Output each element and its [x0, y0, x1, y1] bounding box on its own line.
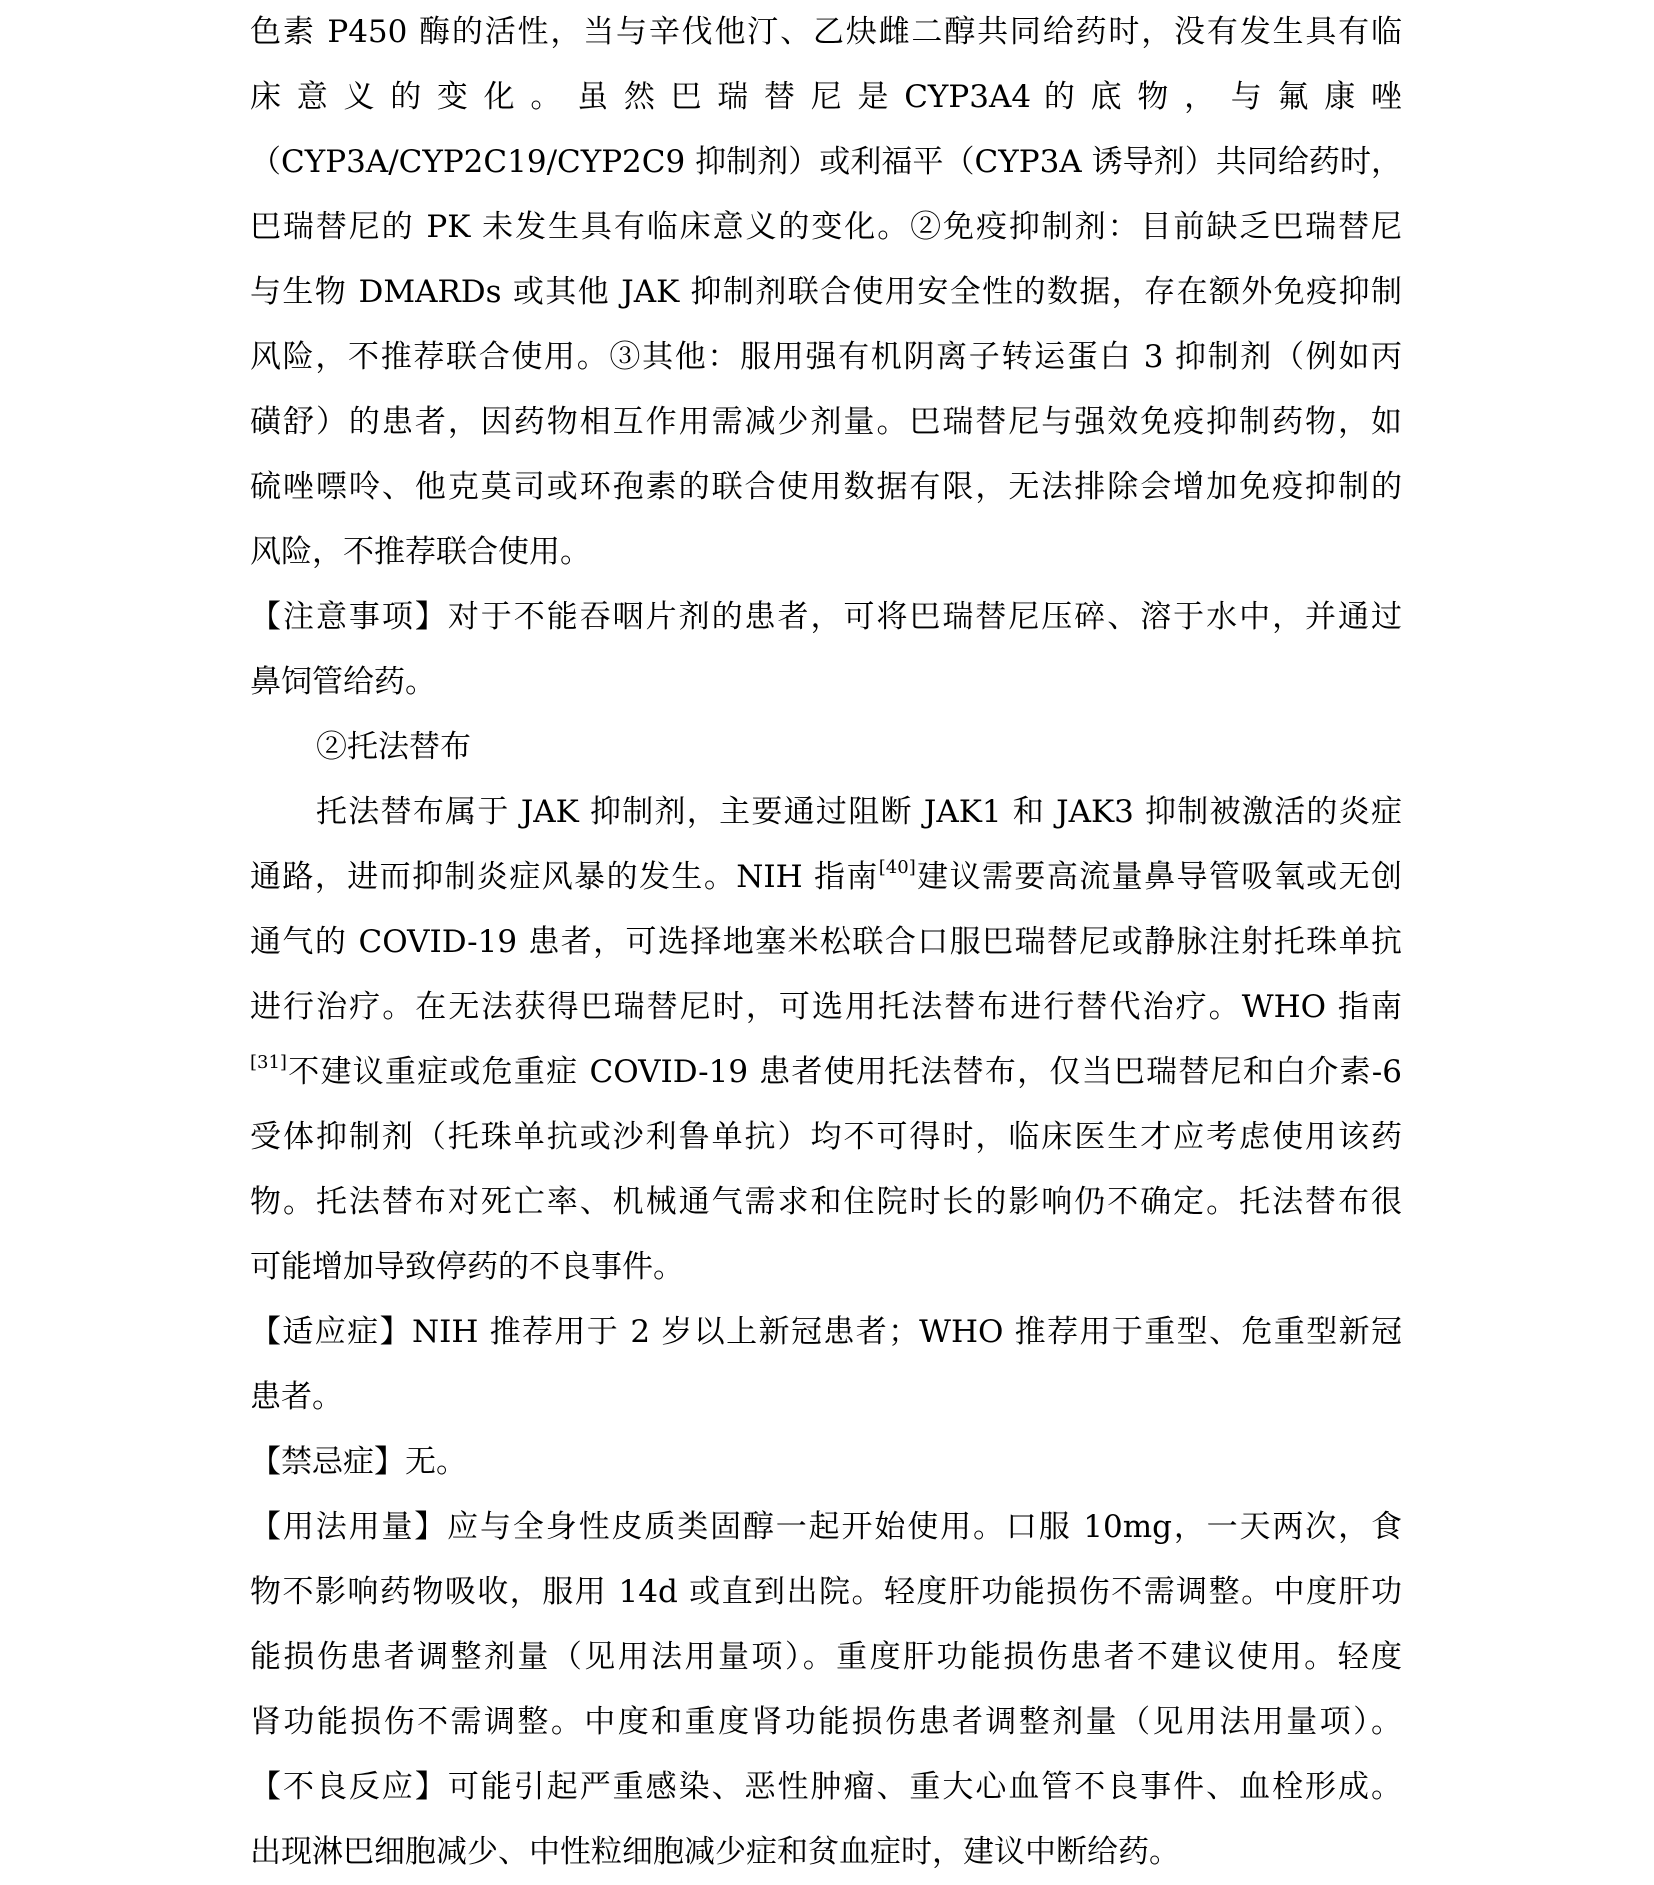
text-line: 风险，不推荐联合使用。③其他：服用强有机阴离子转运蛋白 3 抑制剂（例如丙: [250, 339, 1402, 375]
text-line: 物。托法替布对死亡率、机械通气需求和住院时长的影响仍不确定。托法替布很: [250, 1184, 1402, 1220]
text-segment: 不建议重症或危重症 COVID-19 患者使用托法替布，仅当巴瑞替尼和白介素-6: [286, 1054, 1402, 1090]
text-line: 磺舒）的患者，因药物相互作用需减少剂量。巴瑞替尼与强效免疫抑制药物，如: [250, 404, 1402, 440]
text-line: 患者。: [250, 1379, 343, 1415]
text-line: 进行治疗。在无法获得巴瑞替尼时，可选用托法替布进行替代治疗。WHO 指南: [250, 989, 1402, 1025]
text-line: 通气的 COVID-19 患者，可选择地塞米松联合口服巴瑞替尼或静脉注射托珠单抗: [250, 924, 1402, 960]
text-line: 肾功能损伤不需调整。中度和重度肾功能损伤患者调整剂量（见用法用量项）。: [250, 1704, 1402, 1740]
document-page: [250, 0, 1402, 1885]
text-line: 硫唑嘌呤、他克莫司或环孢素的联合使用数据有限，无法排除会增加免疫抑制的: [250, 469, 1402, 505]
text-segment: 建议需要高流量鼻导管吸氧或无创: [915, 859, 1402, 895]
text-line: 风险，不推荐联合使用。: [250, 534, 591, 570]
citation-reference: [40]: [878, 857, 916, 878]
text-line: 出现淋巴细胞减少、中性粒细胞减少症和贫血症时，建议中断给药。: [250, 1834, 1180, 1870]
text-line: 鼻饲管给药。: [250, 664, 436, 700]
text-line: （CYP3A/CYP2C19/CYP2C9 抑制剂）或利福平（CYP3A 诱导剂）共同给药时，: [250, 144, 1402, 180]
text-line: 托法替布属于 JAK 抑制剂，主要通过阻断 JAK1 和 JAK3 抑制被激活的炎症: [316, 794, 1402, 830]
text-segment: 通路，进而抑制炎症风暴的发生。NIH 指南: [250, 859, 879, 895]
section-dosage: 【用法用量】应与全身性皮质类固醇一起开始使用。口服 10mg，一天两次，食: [250, 1509, 1402, 1545]
section-adverse-reactions: 【不良反应】可能引起严重感染、恶性肿瘤、重大心血管不良事件、血栓形成。: [250, 1769, 1402, 1805]
text-line: 能损伤患者调整剂量（见用法用量项）。重度肝功能损伤患者不建议使用。轻度: [250, 1639, 1402, 1675]
text-line-with-reference: [250, 1040, 1402, 1105]
text-line: 与生物 DMARDs 或其他 JAK 抑制剂联合使用安全性的数据，存在额外免疫抑制: [250, 274, 1402, 310]
text-line: 物不影响药物吸收，服用 14d 或直到出院。轻度肝功能损伤不需调整。中度肝功: [250, 1574, 1402, 1610]
section-contraindications: 【禁忌症】无。: [250, 1444, 467, 1480]
text-line: 色素 P450 酶的活性，当与辛伐他汀、乙炔雌二醇共同给药时，没有发生具有临: [250, 14, 1402, 50]
section-indications: 【适应症】NIH 推荐用于 2 岁以上新冠患者；WHO 推荐用于重型、危重型新冠: [250, 1314, 1402, 1350]
text-line: 巴瑞替尼的 PK 未发生具有临床意义的变化。②免疫抑制剂：目前缺乏巴瑞替尼: [250, 209, 1402, 245]
text-line-with-reference: [250, 845, 1402, 910]
text-line: 可能增加导致停药的不良事件。: [250, 1249, 684, 1285]
section-precautions: 【注意事项】对于不能吞咽片剂的患者，可将巴瑞替尼压碎、溶于水中，并通过: [250, 599, 1402, 635]
text-line: 受体抑制剂（托珠单抗或沙利鲁单抗）均不可得时，临床医生才应考虑使用该药: [250, 1119, 1402, 1155]
text-line: 床 意 义 的 变 化 。 虽 然 巴 瑞 替 尼 是 CYP3A4 的 底 物 ， 与 氟 康 唑: [250, 79, 1402, 115]
citation-reference: [31]: [250, 1052, 287, 1073]
subheading-tofacitinib: ②托法替布: [316, 729, 471, 765]
